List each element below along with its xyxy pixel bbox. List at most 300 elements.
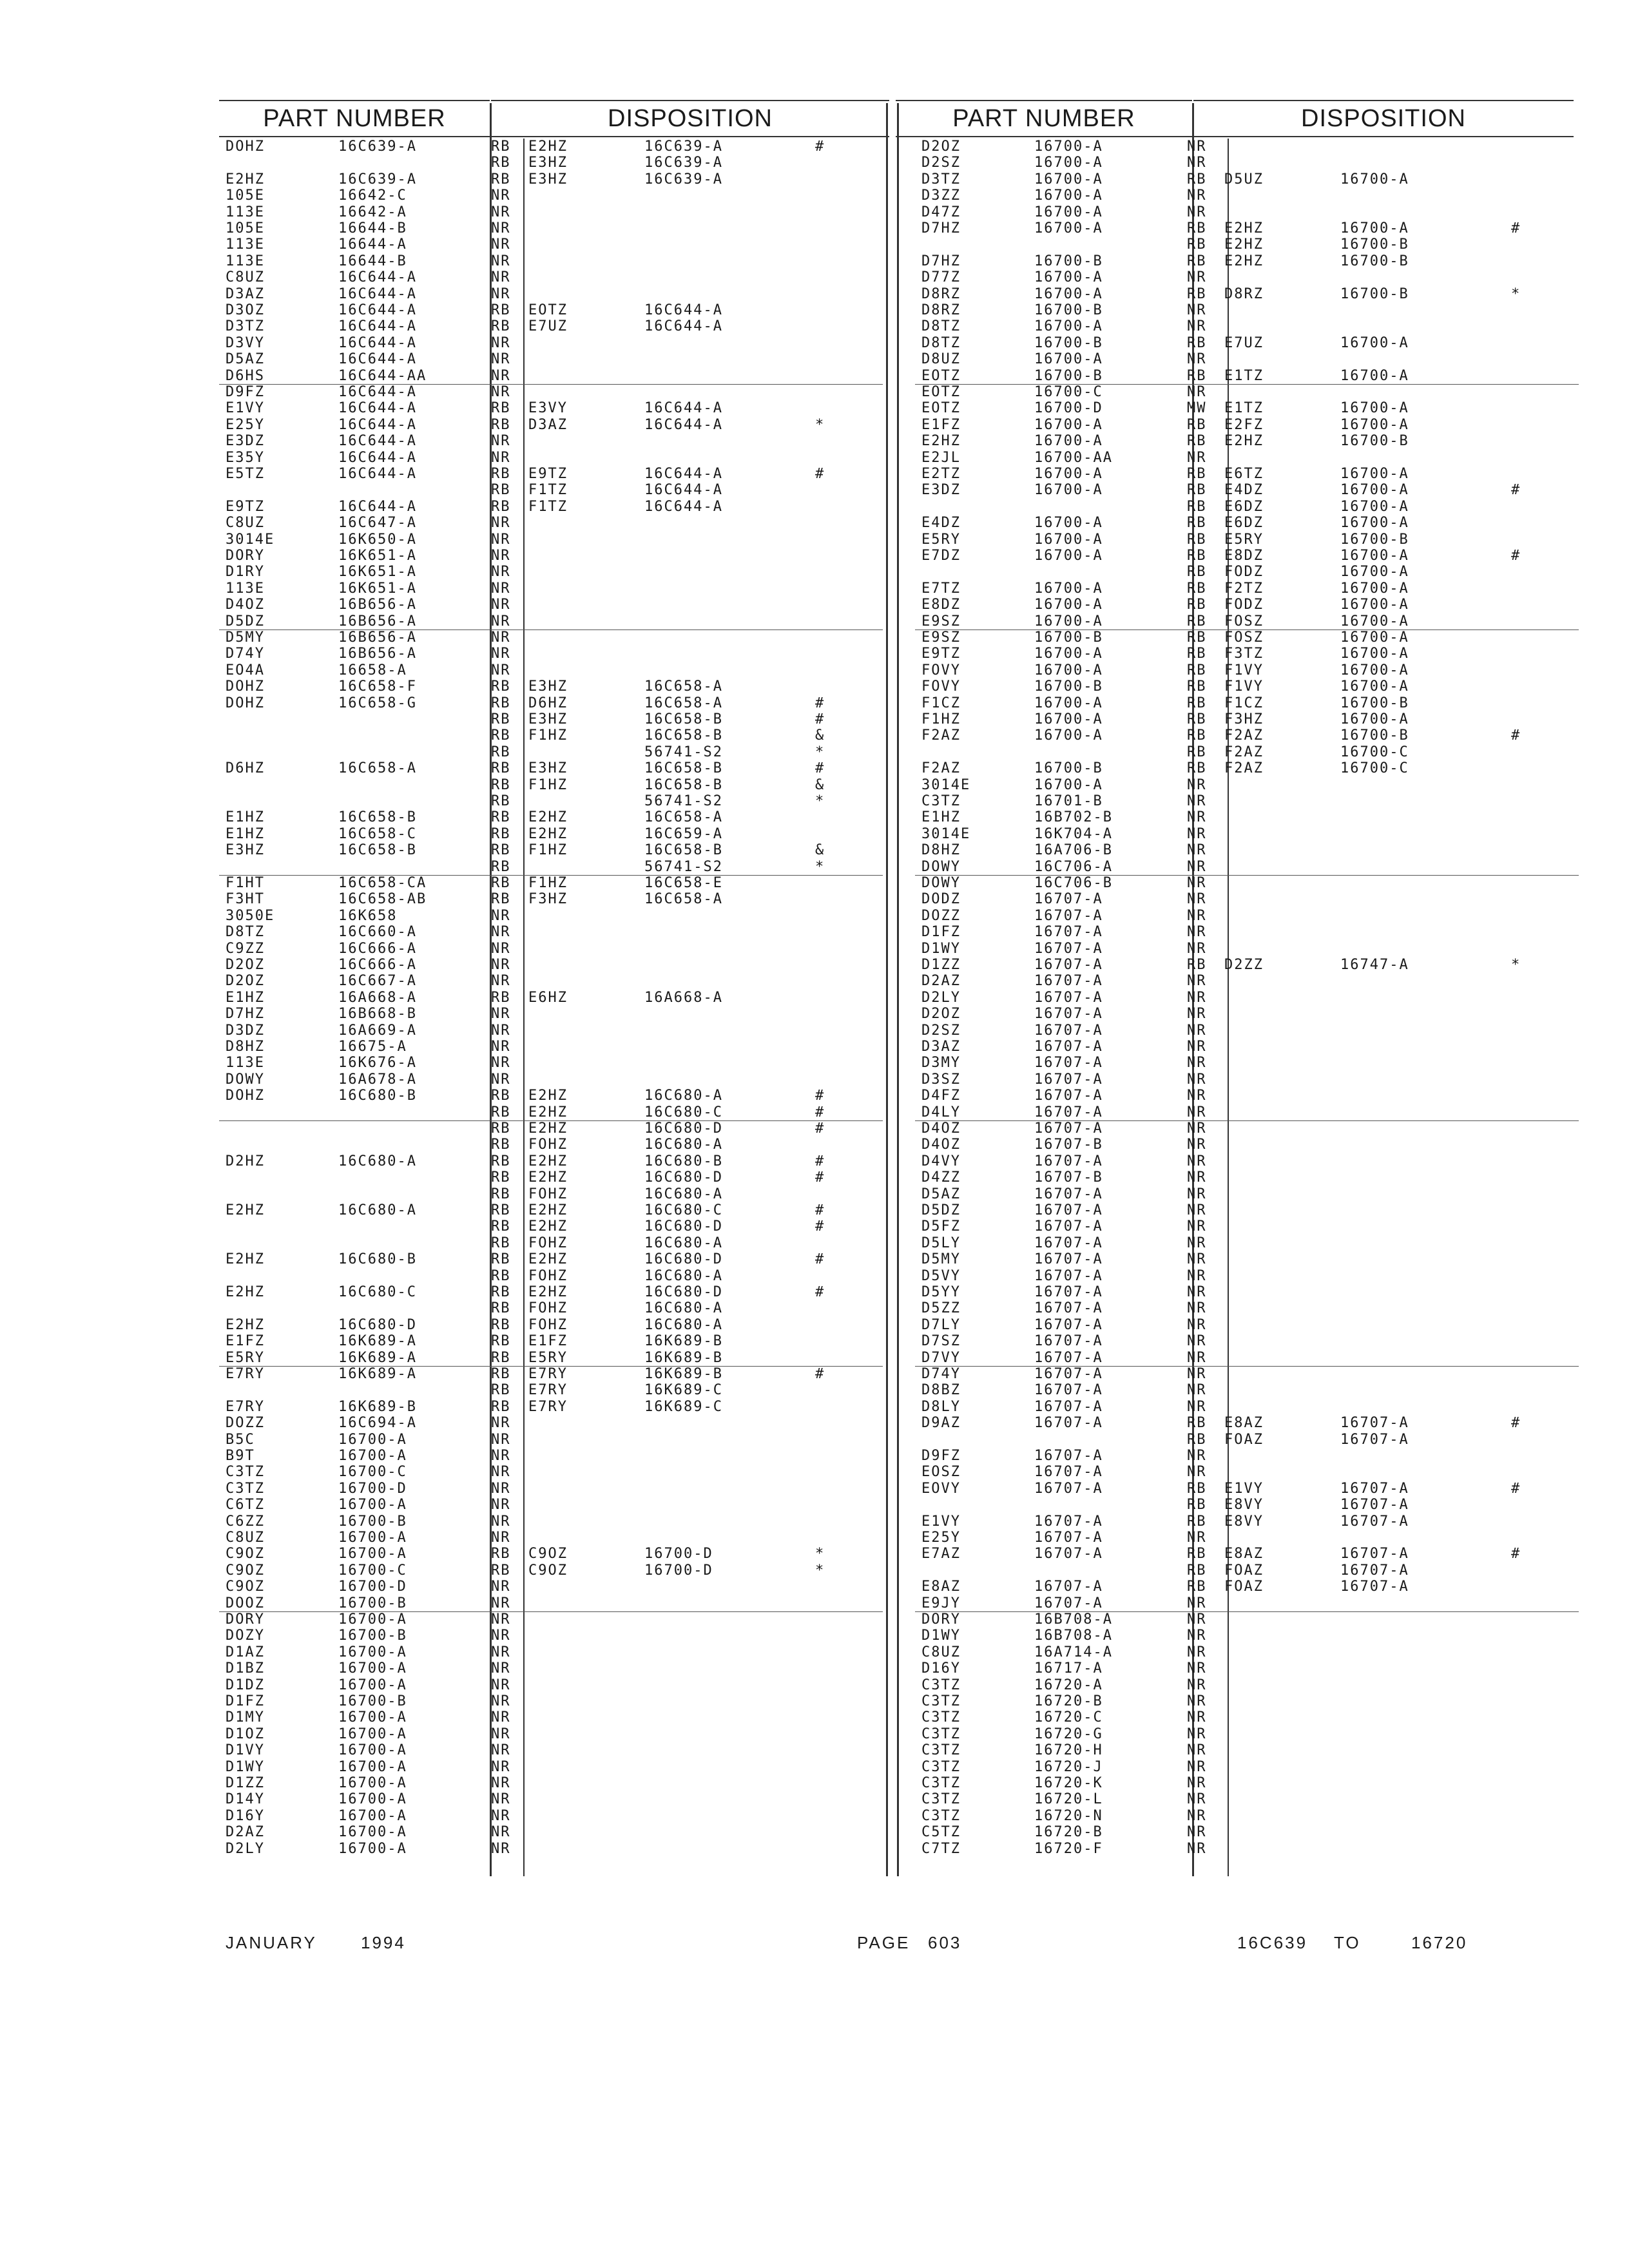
old-part-number: 16707-A xyxy=(1034,940,1103,957)
table-row xyxy=(226,1611,883,1628)
note-symbol: & xyxy=(815,842,825,859)
old-part-prefix: D9FZ xyxy=(226,384,265,400)
old-part-number: 16700-B xyxy=(338,1693,407,1709)
new-part-number: 16C644-A xyxy=(644,482,723,499)
disposition-code: NR xyxy=(491,285,511,302)
disposition-code: RB xyxy=(1187,629,1207,646)
old-part-prefix: E2HZ xyxy=(226,1284,265,1300)
table-row xyxy=(226,809,883,825)
table-row xyxy=(921,990,1579,1006)
old-part-prefix: D2OZ xyxy=(226,973,265,990)
old-part-number: 16K704-A xyxy=(1034,825,1113,842)
table-row xyxy=(921,1153,1579,1169)
table-row xyxy=(226,564,883,580)
old-part-number: 16707-A xyxy=(1034,1267,1103,1284)
disposition-code: RB xyxy=(491,744,511,760)
old-part-number: 16A706-B xyxy=(1034,842,1113,859)
disposition-code: NR xyxy=(491,1464,511,1481)
new-part-prefix: E5RY xyxy=(528,1349,568,1366)
table-row xyxy=(921,1039,1579,1055)
old-part-number: 16700-A xyxy=(1034,466,1103,482)
old-part-number: 16707-A xyxy=(1034,1316,1103,1333)
disposition-code: NR xyxy=(491,1448,511,1464)
old-part-number: 16707-A xyxy=(1034,1284,1103,1300)
old-part-number: 16C644-A xyxy=(338,351,417,368)
old-part-prefix: C3TZ xyxy=(921,1709,961,1726)
old-part-prefix: C3TZ xyxy=(921,1775,961,1791)
table-row xyxy=(226,678,883,695)
old-part-prefix: DOHZ xyxy=(226,139,265,155)
new-part-prefix: F2AZ xyxy=(1224,760,1264,777)
new-part-prefix: FOAZ xyxy=(1224,1562,1264,1579)
new-part-number: 16C680-D xyxy=(644,1284,723,1300)
new-part-prefix: E2HZ xyxy=(528,1104,568,1120)
old-part-prefix: D7LY xyxy=(921,1316,961,1333)
old-part-prefix: B5C xyxy=(226,1431,255,1448)
old-part-number: 16644-A xyxy=(338,236,407,253)
disposition-code: RB xyxy=(1187,253,1207,269)
disposition-code: NR xyxy=(491,384,511,400)
old-part-number: 16700-A xyxy=(338,1742,407,1759)
old-part-number: 16700-B xyxy=(1034,678,1103,695)
old-part-prefix: 3014E xyxy=(226,531,275,548)
table-row xyxy=(921,1088,1579,1104)
old-part-prefix: DOOZ xyxy=(226,1595,265,1611)
old-part-prefix: D3OZ xyxy=(226,302,265,318)
disposition-code: RB xyxy=(491,711,511,727)
note-symbol: # xyxy=(815,1120,825,1137)
new-part-prefix: E7UZ xyxy=(1224,334,1264,351)
note-symbol: # xyxy=(815,1169,825,1186)
new-part-number: 16C680-A xyxy=(644,1300,723,1317)
disposition-code: NR xyxy=(491,1791,511,1808)
old-part-number: 16B702-B xyxy=(1034,809,1113,826)
disposition-code: RB xyxy=(491,139,511,155)
table-row xyxy=(226,1791,883,1807)
disposition-code: RB xyxy=(491,1169,511,1186)
group-separator xyxy=(219,629,883,630)
old-part-prefix: D1VY xyxy=(226,1742,265,1759)
new-part-prefix: EOTZ xyxy=(528,302,568,318)
old-part-prefix: D8TZ xyxy=(921,318,961,335)
new-part-prefix: E6HZ xyxy=(528,989,568,1006)
old-part-prefix: F3HT xyxy=(226,891,265,908)
old-part-prefix: C3TZ xyxy=(921,1725,961,1742)
disposition-code: RB xyxy=(491,1251,511,1268)
old-part-number: 16707-A xyxy=(1034,957,1103,973)
old-part-number: 16707-A xyxy=(1034,1055,1103,1072)
table-row xyxy=(921,1006,1579,1022)
old-part-prefix: EOSZ xyxy=(921,1464,961,1481)
old-part-prefix: E2JL xyxy=(921,449,961,466)
disposition-code: NR xyxy=(1187,1725,1207,1742)
old-part-number: 16707-A xyxy=(1034,1546,1103,1562)
old-part-prefix: E9SZ xyxy=(921,613,961,629)
disposition-code: NR xyxy=(491,1660,511,1677)
table-row xyxy=(226,515,883,531)
table-row xyxy=(921,1218,1579,1235)
table-row xyxy=(226,1251,883,1267)
disposition-code: RB xyxy=(491,498,511,515)
note-symbol: # xyxy=(1511,1480,1521,1497)
new-part-prefix: E2HZ xyxy=(528,1218,568,1235)
new-part-prefix: E7UZ xyxy=(528,318,568,335)
old-part-number: 16717-A xyxy=(1034,1660,1103,1677)
old-part-number: 16707-A xyxy=(1034,1579,1103,1595)
note-symbol: # xyxy=(815,1088,825,1104)
old-part-prefix: D3ZZ xyxy=(921,187,961,204)
table-row xyxy=(921,1382,1579,1398)
old-part-prefix: D3TZ xyxy=(226,318,265,335)
new-part-prefix: E7RY xyxy=(528,1398,568,1415)
old-part-number: 16707-A xyxy=(1034,1202,1103,1218)
new-part-number: 16C644-A xyxy=(644,302,723,318)
table-row xyxy=(921,891,1579,907)
old-part-number: 16K689-A xyxy=(338,1333,417,1350)
new-part-number: 16C680-A xyxy=(644,1088,723,1104)
old-part-number: 16707-A xyxy=(1034,989,1103,1006)
table-row xyxy=(226,220,883,236)
old-part-prefix: E3DZ xyxy=(226,433,265,450)
disposition-code: NR xyxy=(491,646,511,662)
old-part-number: 16C680-B xyxy=(338,1088,417,1104)
new-part-prefix: F1VY xyxy=(1224,662,1264,678)
new-part-number: 16C644-A xyxy=(644,400,723,417)
table-row xyxy=(921,1104,1579,1120)
table-row xyxy=(226,384,883,400)
table-row xyxy=(226,581,883,597)
old-part-number: 16700-A xyxy=(338,1431,407,1448)
old-part-prefix: 113E xyxy=(226,1055,265,1072)
group-separator xyxy=(915,1120,1579,1121)
new-part-number: 16707-A xyxy=(1340,1579,1409,1595)
table-row xyxy=(921,1072,1579,1088)
new-part-prefix: E2HZ xyxy=(1224,236,1264,253)
old-part-number: 16C658-B xyxy=(338,809,417,826)
table-row xyxy=(921,1235,1579,1251)
disposition-code: NR xyxy=(1187,1071,1207,1088)
old-part-prefix: D4FZ xyxy=(921,1088,961,1104)
new-part-number: 16700-A xyxy=(1340,678,1409,695)
disposition-code: RB xyxy=(491,1153,511,1169)
disposition-code: NR xyxy=(491,1431,511,1448)
table-row xyxy=(226,1399,883,1415)
disposition-code: RB xyxy=(1187,744,1207,760)
disposition-code: RB xyxy=(1187,334,1207,351)
old-part-prefix: E1VY xyxy=(226,400,265,417)
old-part-prefix: DOHZ xyxy=(226,1088,265,1104)
disposition-code: NR xyxy=(491,334,511,351)
disposition-code: NR xyxy=(1187,1316,1207,1333)
new-part-number: 16707-A xyxy=(1340,1431,1409,1448)
old-part-number: 16700-B xyxy=(1034,760,1103,777)
old-part-prefix: E1FZ xyxy=(226,1333,265,1350)
new-part-number: 16C658-E xyxy=(644,875,723,891)
table-row xyxy=(226,204,883,220)
disposition-code: RB xyxy=(1187,613,1207,629)
new-part-prefix: E2HZ xyxy=(528,809,568,826)
group-separator xyxy=(219,1120,883,1121)
old-part-prefix: EO4A xyxy=(226,662,265,678)
table-row xyxy=(226,1268,883,1284)
new-part-prefix: E2HZ xyxy=(528,1251,568,1268)
old-part-number: 16C644-A xyxy=(338,416,417,433)
table-row xyxy=(226,1677,883,1693)
disposition-code: NR xyxy=(1187,891,1207,908)
disposition-code: RB xyxy=(491,1300,511,1317)
table-row xyxy=(226,793,883,809)
new-part-prefix: E7RY xyxy=(528,1366,568,1382)
disposition-code: NR xyxy=(491,548,511,564)
note-symbol: * xyxy=(815,1562,825,1579)
disposition-code: NR xyxy=(491,367,511,384)
new-part-number: 16707-A xyxy=(1340,1546,1409,1562)
old-part-prefix: E2HZ xyxy=(226,171,265,187)
table-row xyxy=(226,1432,883,1448)
new-part-number: 16700-A xyxy=(1340,629,1409,646)
table-row xyxy=(921,1759,1579,1775)
table-row xyxy=(226,139,883,155)
old-part-prefix: D8TZ xyxy=(226,924,265,941)
table-row xyxy=(226,1202,883,1218)
old-part-prefix: 3050E xyxy=(226,907,275,924)
old-part-prefix: D5VY xyxy=(921,1267,961,1284)
old-part-number: 16B656-A xyxy=(338,646,417,662)
table-row xyxy=(921,351,1579,367)
old-part-number: 16700-B xyxy=(1034,334,1103,351)
table-row xyxy=(226,1120,883,1137)
old-part-prefix: D3AZ xyxy=(226,285,265,302)
old-part-number: 16C658-AB xyxy=(338,891,427,908)
old-part-number: 16720-C xyxy=(1034,1709,1103,1726)
new-part-prefix: FOHZ xyxy=(528,1316,568,1333)
old-part-prefix: 113E xyxy=(226,580,265,597)
disposition-code: NR xyxy=(491,187,511,204)
disposition-code: RB xyxy=(1187,597,1207,613)
old-part-number: 16K676-A xyxy=(338,1055,417,1072)
new-part-number: 16C658-B xyxy=(644,842,723,859)
disposition-code: NR xyxy=(1187,907,1207,924)
new-part-prefix: E8VY xyxy=(1224,1513,1264,1530)
new-part-prefix: F1CZ xyxy=(1224,695,1264,711)
old-part-prefix: D4ZZ xyxy=(921,1169,961,1186)
old-part-number: 16707-A xyxy=(1034,1480,1103,1497)
old-part-prefix: D9FZ xyxy=(921,1448,961,1464)
old-part-number: 16658-A xyxy=(338,662,407,678)
old-part-prefix: D8TZ xyxy=(921,334,961,351)
disposition-code: NR xyxy=(491,1513,511,1530)
old-part-number: 16C644-A xyxy=(338,269,417,286)
old-part-number: 16707-A xyxy=(1034,1235,1103,1251)
old-part-prefix: D8HZ xyxy=(226,1039,265,1055)
disposition-code: NR xyxy=(1187,940,1207,957)
table-row xyxy=(226,1693,883,1709)
note-symbol: # xyxy=(1511,727,1521,744)
old-part-prefix: 3014E xyxy=(921,825,971,842)
disposition-code: NR xyxy=(1187,1120,1207,1137)
old-part-number: 16720-K xyxy=(1034,1775,1103,1791)
old-part-number: 16707-B xyxy=(1034,1137,1103,1153)
disposition-code: NR xyxy=(1187,1366,1207,1382)
old-part-number: 16700-D xyxy=(1034,400,1103,417)
new-part-number: 16707-A xyxy=(1340,1415,1409,1432)
disposition-code: RB xyxy=(1187,695,1207,711)
table-row xyxy=(921,1120,1579,1137)
old-part-number: 16720-B xyxy=(1034,1693,1103,1709)
disposition-code: NR xyxy=(1187,1464,1207,1481)
new-part-number: 16700-A xyxy=(1340,482,1409,499)
table-row xyxy=(921,1791,1579,1807)
old-part-number: 16675-A xyxy=(338,1039,407,1055)
disposition-code: NR xyxy=(1187,1169,1207,1186)
disposition-code: NR xyxy=(1187,1218,1207,1235)
table-row xyxy=(226,1759,883,1775)
disposition-code: RB xyxy=(1187,1431,1207,1448)
disposition-code: RB xyxy=(491,793,511,809)
new-part-prefix: E1TZ xyxy=(1224,367,1264,384)
table-row xyxy=(226,1497,883,1513)
table-row xyxy=(921,777,1579,793)
table-row xyxy=(226,269,883,285)
table-row xyxy=(921,1284,1579,1300)
note-symbol: # xyxy=(1511,220,1521,236)
disposition-code: RB xyxy=(1187,171,1207,187)
table-row xyxy=(921,466,1579,482)
disposition-code: NR xyxy=(491,351,511,368)
table-row xyxy=(921,629,1579,646)
table-row xyxy=(921,760,1579,776)
old-part-prefix: E3DZ xyxy=(921,482,961,499)
note-symbol: & xyxy=(815,776,825,793)
old-part-prefix: D2LY xyxy=(921,989,961,1006)
center-divider-b xyxy=(897,103,899,1876)
header-disposition-left: DISPOSITION xyxy=(491,100,889,137)
old-part-number: 16C644-A xyxy=(338,433,417,450)
disposition-code: RB xyxy=(491,678,511,695)
old-part-prefix: E2HZ xyxy=(226,1251,265,1268)
table-row xyxy=(921,1317,1579,1333)
old-part-number: 16K650-A xyxy=(338,531,417,548)
disposition-code: RB xyxy=(1187,367,1207,384)
old-part-prefix: C3TZ xyxy=(921,793,961,809)
disposition-code: NR xyxy=(1187,1349,1207,1366)
old-part-number: 16644-B xyxy=(338,253,407,269)
disposition-code: NR xyxy=(1187,1202,1207,1218)
disposition-code: NR xyxy=(1187,1398,1207,1415)
disposition-code: NR xyxy=(491,531,511,548)
table-row xyxy=(921,220,1579,236)
old-part-prefix: C6TZ xyxy=(226,1497,265,1514)
new-part-number: 56741-S2 xyxy=(644,858,723,875)
note-symbol: # xyxy=(815,139,825,155)
table-row xyxy=(921,1023,1579,1039)
disposition-code: NR xyxy=(491,629,511,646)
disposition-code: RB xyxy=(491,318,511,335)
old-part-number: 16700-A xyxy=(1034,548,1103,564)
old-part-number: 16707-A xyxy=(1034,1022,1103,1039)
table-row xyxy=(921,433,1579,449)
footer-range-to-label: TO xyxy=(1334,1933,1361,1952)
table-row xyxy=(921,597,1579,613)
disposition-code: NR xyxy=(1187,1022,1207,1039)
old-part-prefix: E1VY xyxy=(921,1513,961,1530)
old-part-prefix: D5AZ xyxy=(921,1186,961,1202)
disposition-code: NR xyxy=(491,1039,511,1055)
old-part-prefix: D3AZ xyxy=(921,1039,961,1055)
new-part-number: 16C680-A xyxy=(644,1186,723,1202)
new-part-prefix: E2HZ xyxy=(1224,220,1264,236)
table-row xyxy=(226,695,883,711)
disposition-code: RB xyxy=(1187,1579,1207,1595)
new-part-prefix: E6DZ xyxy=(1224,498,1264,515)
old-part-number: 16C680-B xyxy=(338,1251,417,1268)
disposition-code: RB xyxy=(1187,662,1207,678)
old-part-number: 16C639-A xyxy=(338,171,417,187)
old-part-number: 16707-A xyxy=(1034,1218,1103,1235)
disposition-code: NR xyxy=(1187,1333,1207,1350)
table-row xyxy=(226,662,883,678)
new-part-number: 16C658-A xyxy=(644,695,723,711)
disposition-code: RB xyxy=(491,416,511,433)
old-part-prefix: D8BZ xyxy=(921,1382,961,1399)
table-row xyxy=(226,466,883,482)
new-part-number: 16700-A xyxy=(1340,220,1409,236)
disposition-code: NR xyxy=(491,1807,511,1824)
table-row xyxy=(226,1726,883,1742)
new-part-number: 16C658-B xyxy=(644,760,723,777)
new-part-number: 16C644-A xyxy=(644,318,723,335)
old-part-prefix: B9T xyxy=(226,1448,255,1464)
table-row xyxy=(226,1300,883,1316)
disposition-code: NR xyxy=(1187,825,1207,842)
old-part-number: 16C660-A xyxy=(338,924,417,941)
table-row xyxy=(226,957,883,973)
table-row xyxy=(921,809,1579,825)
disposition-code: NR xyxy=(1187,1006,1207,1023)
disposition-code: NR xyxy=(1187,187,1207,204)
new-part-prefix: E8AZ xyxy=(1224,1546,1264,1562)
table-row xyxy=(921,187,1579,204)
new-part-prefix: E3VY xyxy=(528,400,568,417)
table-row xyxy=(921,875,1579,891)
disposition-code: NR xyxy=(1187,1807,1207,1824)
old-part-prefix: D3TZ xyxy=(921,171,961,187)
old-part-prefix: C5TZ xyxy=(921,1824,961,1841)
new-part-number: 16700-A xyxy=(1340,711,1409,727)
old-part-number: 16700-A xyxy=(1034,416,1103,433)
table-row xyxy=(226,302,883,318)
old-part-prefix: D1FZ xyxy=(226,1693,265,1709)
disposition-code: NR xyxy=(1187,1382,1207,1399)
table-row xyxy=(226,417,883,433)
old-part-number: 16707-A xyxy=(1034,1088,1103,1104)
new-part-number: 16700-B xyxy=(1340,236,1409,253)
disposition-code: RB xyxy=(491,842,511,859)
footer-range-from: 16C639 xyxy=(1237,1933,1308,1952)
disposition-code: RB xyxy=(491,825,511,842)
old-part-number: 16700-B xyxy=(1034,302,1103,318)
old-part-prefix: D7HZ xyxy=(226,1006,265,1023)
old-part-number: 16720-N xyxy=(1034,1807,1103,1824)
table-row xyxy=(226,908,883,924)
old-part-number: 16707-A xyxy=(1034,1039,1103,1055)
disposition-code: RB xyxy=(1187,1415,1207,1432)
new-part-prefix: F2AZ xyxy=(1224,744,1264,760)
new-part-number: 16C658-B xyxy=(644,727,723,744)
table-row xyxy=(226,1333,883,1349)
note-symbol: * xyxy=(815,1546,825,1562)
old-part-number: 16707-A xyxy=(1034,1300,1103,1317)
